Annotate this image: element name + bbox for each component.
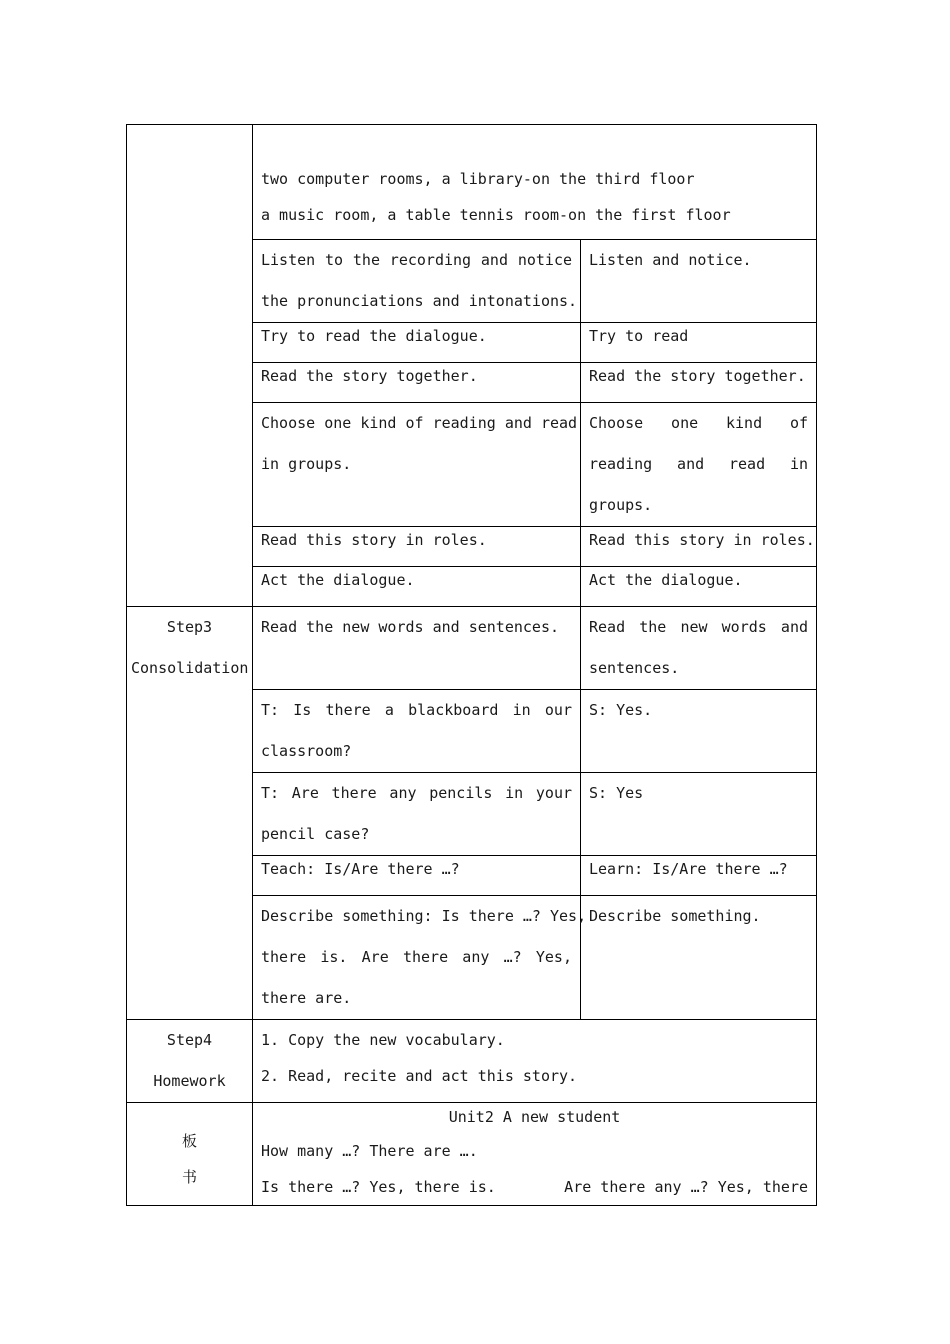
student-activity-cell bbox=[581, 607, 817, 690]
step-label-cell bbox=[127, 1020, 253, 1103]
text-line: S: Yes. bbox=[589, 701, 653, 719]
text-line: sentences. bbox=[589, 659, 680, 677]
student-activity-cell bbox=[581, 363, 817, 403]
text-line: Describe something: Is there …? Yes, bbox=[261, 907, 587, 925]
intro-line: two computer rooms, a library-on the third floor bbox=[261, 170, 695, 188]
text-line: classroom? bbox=[261, 742, 352, 760]
text-line: S: Yes bbox=[589, 784, 644, 802]
text-line: Listen and notice. bbox=[589, 251, 752, 269]
table-row bbox=[127, 125, 817, 240]
text-line: the pronunciations and intonations. bbox=[261, 292, 578, 310]
text-line: Choose one kind of bbox=[589, 414, 809, 432]
board-sentence: Are there any …? Yes, there bbox=[564, 1178, 809, 1196]
step-label-cell bbox=[127, 607, 253, 1020]
board-label-char: 书 bbox=[181, 1168, 197, 1186]
board-label-char: 板 bbox=[181, 1132, 197, 1150]
step-title: Step4 bbox=[166, 1031, 213, 1049]
text-line: T: Is there a blackboard in our bbox=[261, 701, 572, 719]
text-line: Read this story in roles. bbox=[261, 531, 487, 549]
text-line: Act the dialogue. bbox=[589, 571, 743, 589]
table-row bbox=[127, 607, 817, 690]
text-line: Listen to the recording and notice bbox=[261, 251, 572, 269]
intro-line: a music room, a table tennis room-on the first floor bbox=[261, 206, 731, 224]
board-label-cell bbox=[127, 1103, 253, 1206]
text-line: in groups. bbox=[261, 455, 352, 473]
text-line: Describe something. bbox=[589, 907, 761, 925]
teacher-activity-cell bbox=[253, 363, 581, 403]
text-line: pencil case? bbox=[261, 825, 370, 843]
student-activity-cell bbox=[581, 896, 817, 1020]
teacher-activity-cell bbox=[253, 773, 581, 856]
text-line: there is. Are there any …? Yes, bbox=[261, 948, 572, 966]
teacher-activity-cell bbox=[253, 896, 587, 1020]
teacher-activity-cell bbox=[253, 240, 581, 323]
text-line: Teach: Is/Are there …? bbox=[261, 860, 460, 878]
text-line: Learn: Is/Are there …? bbox=[589, 860, 788, 878]
student-activity-cell bbox=[581, 527, 817, 567]
teacher-activity-cell bbox=[253, 607, 581, 690]
table-row bbox=[127, 1103, 817, 1206]
board-sentence: Is there …? Yes, there is. bbox=[261, 1178, 496, 1196]
text-line: Choose one kind of reading and read bbox=[261, 414, 578, 432]
homework-item: 2. Read, recite and act this story. bbox=[261, 1067, 578, 1085]
lesson-plan-table bbox=[126, 124, 817, 1206]
text-line: Try to read bbox=[589, 327, 689, 345]
text-line: Read the new words and bbox=[589, 618, 809, 636]
teacher-activity-cell bbox=[253, 527, 581, 567]
intro-cell bbox=[253, 125, 817, 240]
step-label-cell-empty bbox=[127, 125, 253, 607]
text-line: reading and read in bbox=[589, 455, 809, 473]
board-line: How many …? There are …. bbox=[261, 1142, 478, 1160]
student-activity-cell bbox=[581, 690, 817, 773]
teacher-activity-cell bbox=[253, 690, 581, 773]
teacher-activity-cell bbox=[253, 403, 581, 527]
text-line: Act the dialogue. bbox=[261, 571, 415, 589]
student-activity-cell bbox=[581, 773, 817, 856]
text-line: there are. bbox=[261, 989, 352, 1007]
text-line: Read the story together. bbox=[589, 367, 806, 385]
teacher-activity-cell bbox=[253, 567, 581, 607]
board-cell bbox=[253, 1103, 817, 1206]
text-line: Read the story together. bbox=[261, 367, 478, 385]
student-activity-cell bbox=[581, 403, 817, 527]
text-line: Read this story in roles. bbox=[589, 531, 815, 549]
text-line: Try to read the dialogue. bbox=[261, 327, 487, 345]
homework-cell bbox=[253, 1020, 817, 1103]
student-activity-cell bbox=[581, 856, 817, 896]
board-line bbox=[261, 1169, 808, 1205]
teacher-activity-cell bbox=[253, 323, 581, 363]
step-title: Homework bbox=[153, 1072, 226, 1090]
teacher-activity-cell bbox=[253, 856, 581, 896]
step-title: Consolidation bbox=[131, 659, 249, 677]
text-line: T: Are there any pencils in your bbox=[261, 784, 572, 802]
board-title: Unit2 A new student bbox=[448, 1108, 621, 1126]
homework-item: 1. Copy the new vocabulary. bbox=[261, 1031, 505, 1049]
step-title: Step3 bbox=[166, 618, 213, 636]
text-line: groups. bbox=[589, 496, 653, 514]
student-activity-cell bbox=[581, 240, 817, 323]
text-line: Read the new words and sentences. bbox=[261, 618, 560, 636]
table-row bbox=[127, 1020, 817, 1103]
student-activity-cell bbox=[581, 323, 817, 363]
student-activity-cell bbox=[581, 567, 817, 607]
